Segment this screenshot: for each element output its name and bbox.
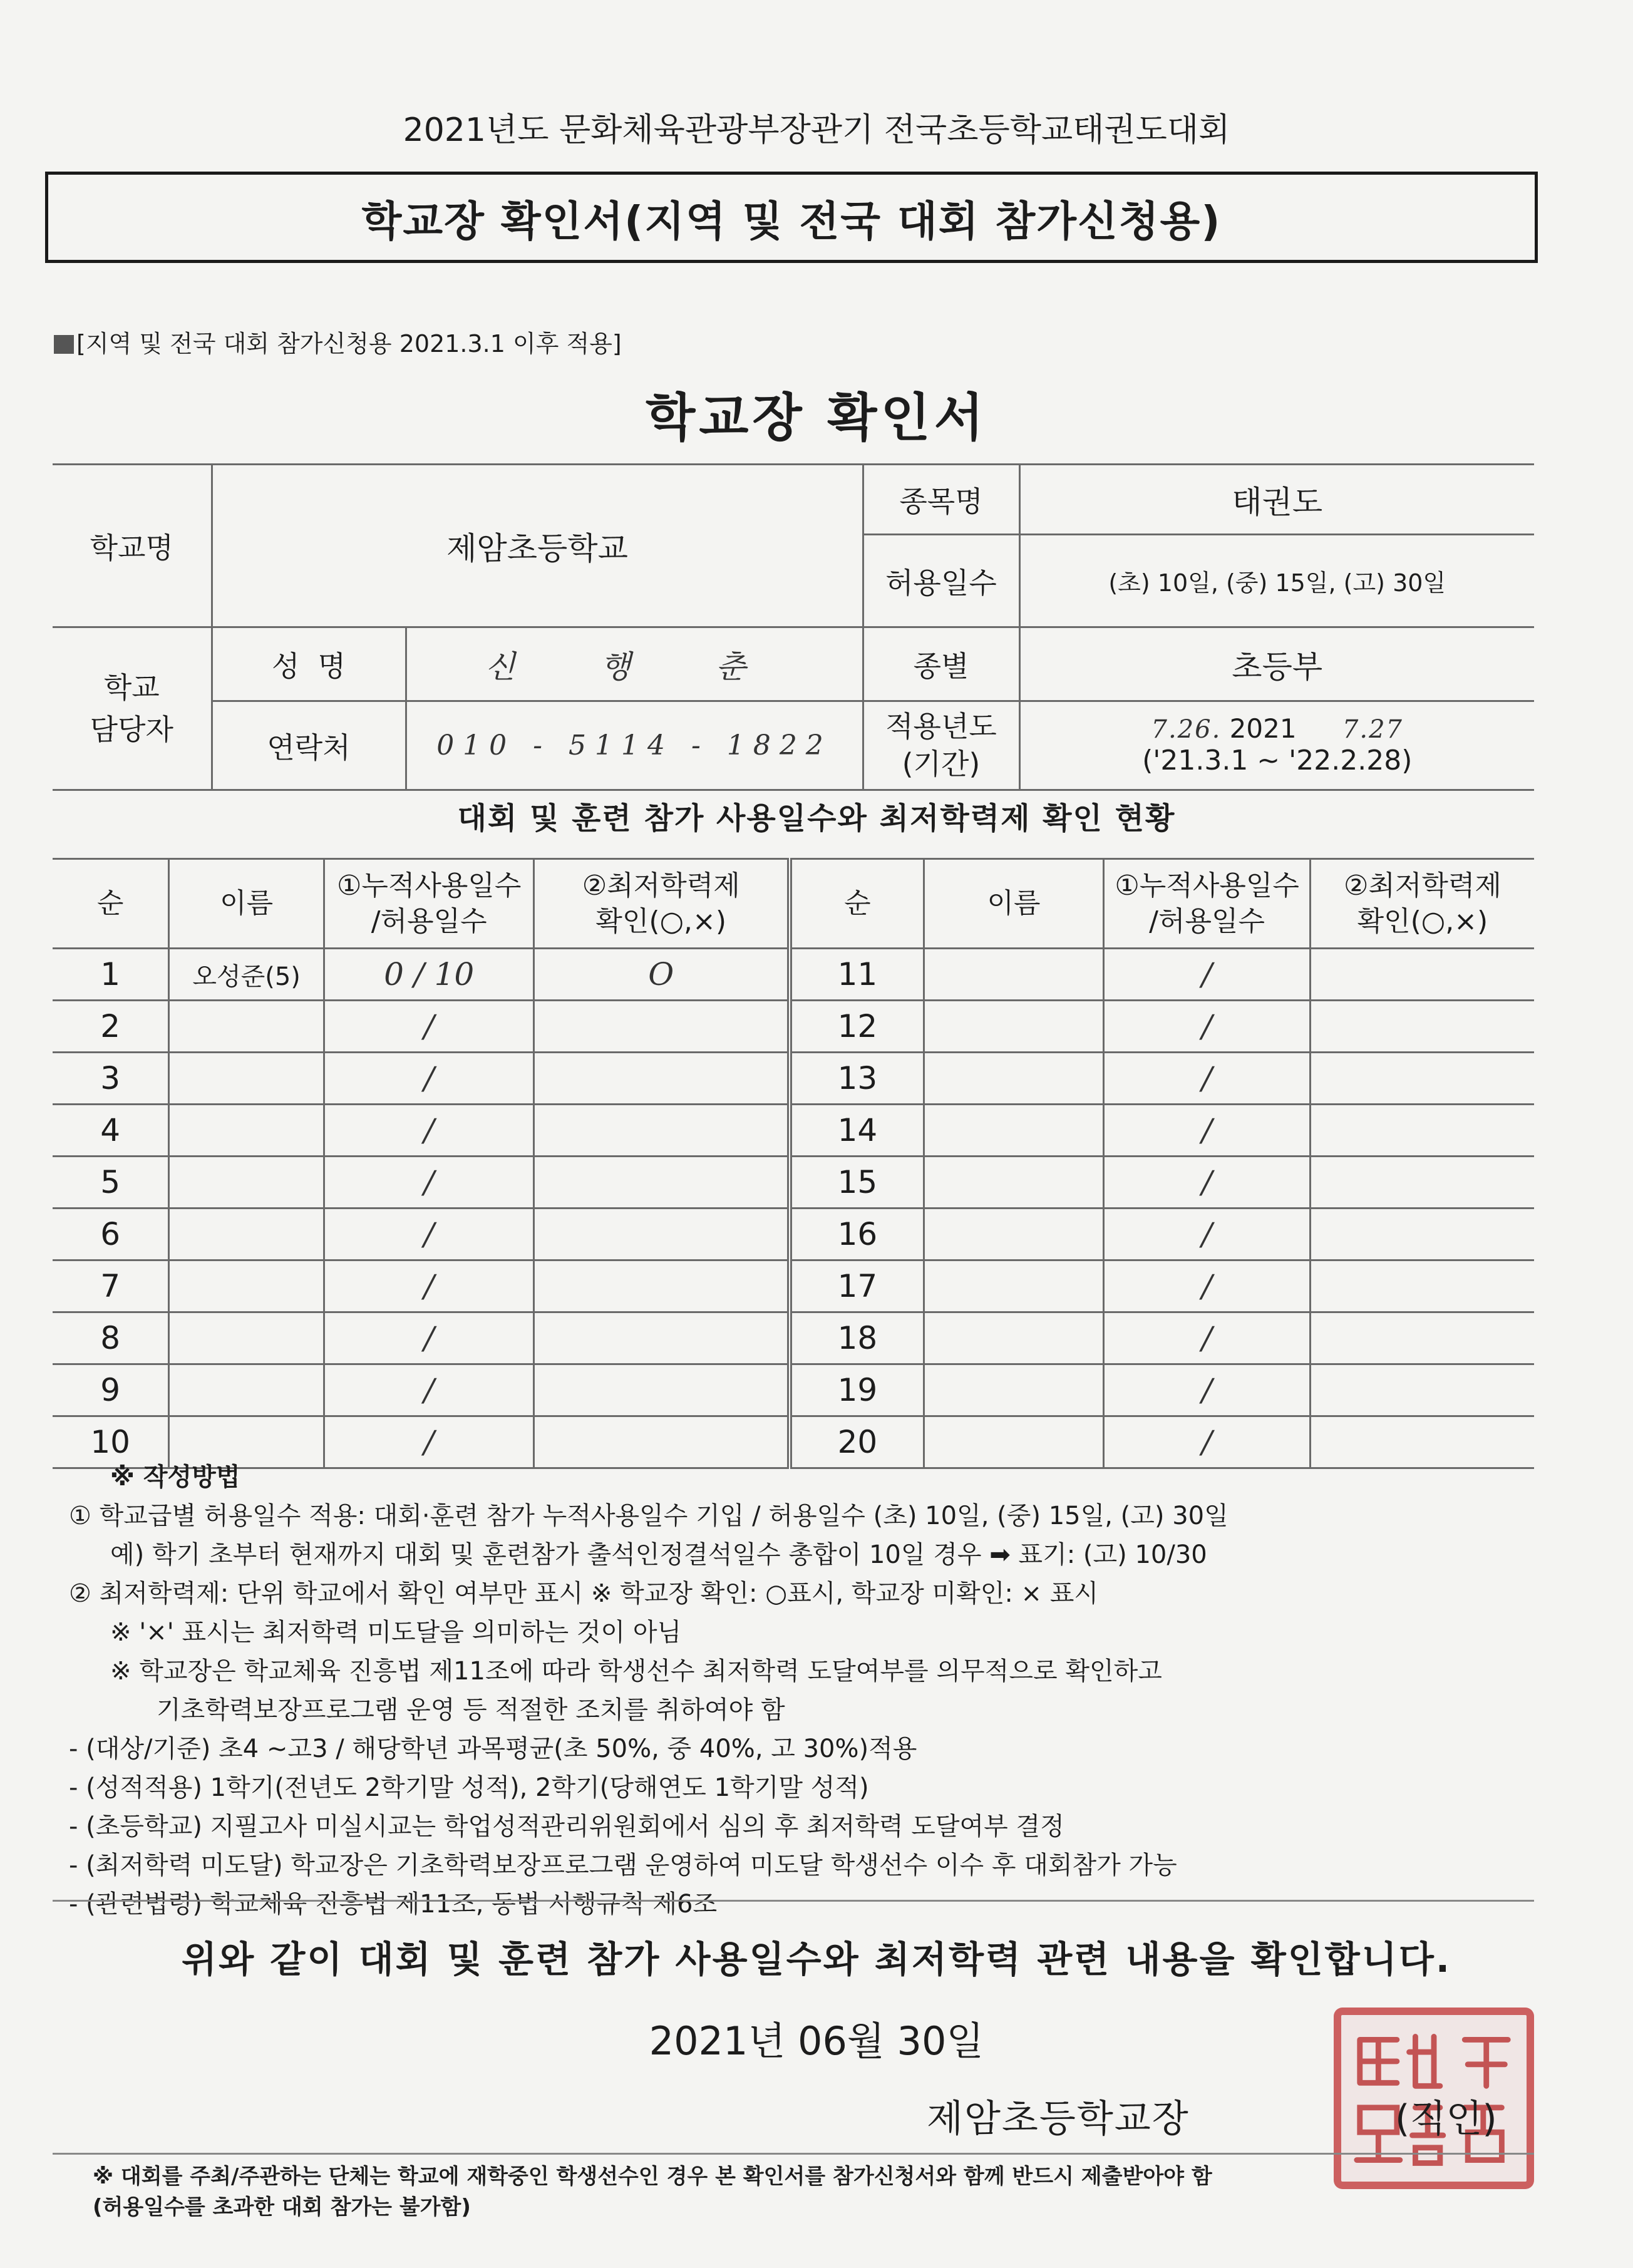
manager-name-value: 신 행 춘 [406,627,863,701]
table-row [53,1157,788,1209]
sport-label: 종목명 [863,465,1019,535]
row-no: 15 [791,1157,924,1209]
division-value: 초등부 [1019,627,1534,701]
row-name [924,1001,1104,1053]
row-days: / [324,1312,534,1364]
row-name [924,949,1104,1001]
row-days: / [324,1053,534,1105]
row-check [1310,1209,1534,1260]
row-days: / [324,1260,534,1312]
row-no: 20 [791,1416,924,1468]
row-days: / [324,1001,534,1053]
table-row [53,949,788,1001]
year-value: 2021 [1229,713,1297,744]
confirmation-statement: 위와 같이 대회 및 훈련 참가 사용일수와 최저학력 관련 내용을 확인합니다. [182,1938,1451,1981]
name-label: 성 명 [212,627,406,701]
row-no: 19 [791,1364,924,1416]
row-check [1310,1157,1534,1209]
footnote-line: ※ 대회를 주최/주관하는 단체는 학교에 재학중인 학생선수인 경우 본 확인서를 참가신청서와 함께 반드시 제출받아야 함 [93,2164,1212,2189]
row-name [924,1157,1104,1209]
row-name [169,1364,324,1416]
table-row [791,1260,1535,1312]
row-no: 18 [791,1312,924,1364]
row-name: 오성준(5) [169,949,324,1001]
instruction-item: - (관련법령) 학교체육 진흥법 제11조, 동법 시행규칙 제6조 [69,1890,718,1919]
table-row [791,1312,1535,1364]
row-no: 11 [791,949,924,1001]
row-check [1310,1105,1534,1157]
row-days: / [1104,1053,1311,1105]
col-no-header: 순 [791,859,924,949]
participants-table-left [53,858,789,1469]
instruction-item: ※ '×' 표시는 최저학력 미도달을 의미하는 것이 아님 [110,1618,682,1647]
row-no: 1 [53,949,169,1001]
square-bullet-icon [54,335,74,354]
row-check [1310,1260,1534,1312]
row-check [1310,949,1534,1001]
row-name [169,1312,324,1364]
sport-value: 태권도 [1019,465,1534,535]
instruction-item: 예) 학기 초부터 현재까지 대회 및 훈련참가 출석인정결석일수 총합이 10일 경우 ➡ 표기: (고) 10/30 [110,1540,1207,1569]
instructions-heading: ※ 작성방법 [110,1463,240,1492]
row-no: 7 [53,1260,169,1312]
row-days: / [324,1416,534,1468]
row-days: / [324,1364,534,1416]
instruction-item: - (초등학교) 지필고사 미실시교는 학업성적관리위원회에서 심의 후 최저학력 도달여부 결정 [69,1812,1064,1841]
row-name [169,1001,324,1053]
col-days-header: ①누적사용일수 /허용일수 [324,859,534,949]
row-days: / [1104,1105,1311,1157]
row-no: 13 [791,1053,924,1105]
row-days: / [1104,1001,1311,1053]
footnote [93,2162,1533,2224]
row-check [534,1157,788,1209]
row-days: / [1104,949,1311,1001]
row-no: 9 [53,1364,169,1416]
seal-mark: (직인) [1395,2097,1497,2141]
participants-table-right [790,858,1534,1469]
contact-label: 연락처 [212,701,406,790]
year-cell [1019,701,1534,790]
row-no: 4 [53,1105,169,1157]
col-no-header: 순 [53,859,169,949]
row-days: / [324,1105,534,1157]
status-section-title: 대회 및 훈련 참가 사용일수와 최저학력제 확인 현황 [457,801,1176,836]
divider [53,1900,1534,1902]
col-academic-header: ②최저학력제 확인(○,×) [534,859,788,949]
event-title: 2021년도 문화체육관광부장관기 전국초등학교태권도대회 [403,111,1230,149]
table-row [791,1001,1535,1053]
row-no: 17 [791,1260,924,1312]
col-name-header: 이름 [924,859,1104,949]
row-name [169,1260,324,1312]
row-name [924,1312,1104,1364]
row-check [1310,1001,1534,1053]
row-no: 14 [791,1105,924,1157]
applicability-text: [지역 및 전국 대회 참가신청용 2021.3.1 이후 적용] [76,330,622,358]
row-name [924,1209,1104,1260]
table-row [791,1209,1535,1260]
row-check: O [534,949,788,1001]
table-row [791,1053,1535,1105]
row-name [169,1105,324,1157]
table-row [53,1364,788,1416]
table-row [53,1105,788,1157]
table-row [53,1001,788,1053]
row-days: / [1104,1260,1311,1312]
row-check [534,1001,788,1053]
row-no: 2 [53,1001,169,1053]
table-row [53,1312,788,1364]
division-label: 종별 [863,627,1019,701]
document-title-box [45,172,1538,263]
row-days: / [1104,1157,1311,1209]
instruction-item: - (최저학력 미도달) 학교장은 기초학력보장프로그램 운영하여 미도달 학생선수 이수 후 대회참가 가능 [69,1851,1177,1880]
row-no: 5 [53,1157,169,1209]
row-days: / [1104,1416,1311,1468]
col-name-header: 이름 [169,859,324,949]
row-check [534,1260,788,1312]
row-no: 12 [791,1001,924,1053]
row-days: / [1104,1364,1311,1416]
row-name [924,1364,1104,1416]
row-no: 16 [791,1209,924,1260]
col-academic-header: ②최저학력제 확인(○,×) [1310,859,1534,949]
period-handwritten-start: 7.26. [1151,714,1222,744]
row-check [534,1105,788,1157]
table-row [791,1157,1535,1209]
footnote-line: (허용일수를 초과한 대회 참가는 불가함) [93,2195,471,2220]
main-title: 학교장 확인서 [646,388,987,448]
allowed-days-value: (초) 10일, (중) 15일, (고) 30일 [1019,535,1534,627]
document-title: 학교장 확인서(지역 및 전국 대회 참가신청용) [361,197,1222,245]
row-days: 0 / 10 [324,949,534,1001]
period-handwritten-end: 7.27 [1342,714,1403,744]
principal-title: 제암초등학교장 [927,2097,1190,2141]
row-check [1310,1364,1534,1416]
period-value: ('21.3.1 ~ '22.2.28) [1142,745,1413,777]
row-check [534,1364,788,1416]
issue-date: 2021년 06월 30일 [649,2018,984,2064]
table-row [53,1209,788,1260]
school-name-label: 학교명 [53,465,212,627]
row-name [924,1105,1104,1157]
instruction-item: ① 학교급별 허용일수 적용: 대회·훈련 참가 누적사용일수 기입 / 허용일수 (초) 10일, (중) 15일, (고) 30일 [69,1502,1229,1530]
row-days: / [324,1157,534,1209]
info-table [53,463,1534,791]
allowed-days-label: 허용일수 [863,535,1019,627]
row-no: 6 [53,1209,169,1260]
school-name-value: 제암초등학교 [212,465,863,627]
instruction-item: - (성적적용) 1학기(전년도 2학기말 성적), 2학기(당해연도 1학기말 성적) [69,1773,869,1802]
year-label: 적용년도 (기간) [863,701,1019,790]
table-row [791,1364,1535,1416]
divider [53,2153,1534,2155]
table-row [53,1260,788,1312]
row-no: 8 [53,1312,169,1364]
contact-value: 010 - 5114 - 1822 [406,701,863,790]
year-line [1021,713,1535,745]
instruction-item: 기초학력보장프로그램 운영 등 적절한 조치를 취하여야 함 [157,1696,785,1724]
row-check [1310,1312,1534,1364]
manager-label: 학교 담당자 [53,627,212,790]
instruction-item: ※ 학교장은 학교체육 진흥법 제11조에 따라 학생선수 최저학력 도달여부를 의무적으로 확인하고 [110,1657,1162,1686]
row-days: / [1104,1209,1311,1260]
row-name [169,1053,324,1105]
col-days-header: ①누적사용일수 /허용일수 [1104,859,1311,949]
row-check [534,1209,788,1260]
row-no: 3 [53,1053,169,1105]
row-check [534,1053,788,1105]
row-check [534,1312,788,1364]
row-name [924,1053,1104,1105]
row-days: / [324,1209,534,1260]
row-days: / [1104,1312,1311,1364]
instruction-item: - (대상/기준) 초4 ~고3 / 해당학년 과목평균(초 50%, 중 40%, 고 30%)적용 [69,1735,917,1763]
row-no: 10 [53,1416,169,1468]
table-row [53,1053,788,1105]
table-row [791,1105,1535,1157]
table-row [791,949,1535,1001]
instructions [69,1458,1547,1924]
applicability-note [54,324,622,359]
row-name [169,1157,324,1209]
instruction-item: ② 최저학력제: 단위 학교에서 확인 여부만 표시 ※ 학교장 확인: ○표시, 학교장 미확인: × 표시 [69,1579,1099,1608]
row-name [169,1209,324,1260]
row-check [1310,1053,1534,1105]
row-name [924,1260,1104,1312]
